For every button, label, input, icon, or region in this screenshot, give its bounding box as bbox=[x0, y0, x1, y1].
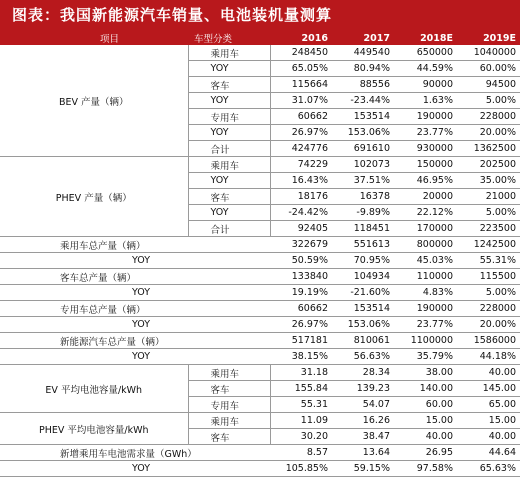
value-2016: 133840 bbox=[270, 269, 332, 285]
value-2016: 16.43% bbox=[270, 173, 332, 189]
vehicle-type: YOY bbox=[188, 93, 270, 109]
value-2016: 30.20 bbox=[270, 429, 332, 445]
value-2017: 810061 bbox=[332, 333, 394, 349]
value-2016: 248450 bbox=[270, 45, 332, 61]
value-2017: 37.51% bbox=[332, 173, 394, 189]
value-2016: 60662 bbox=[270, 301, 332, 317]
vehicle-type: 客车 bbox=[188, 189, 270, 205]
value-2019e: 1242500 bbox=[457, 237, 520, 253]
value-2018e: 170000 bbox=[394, 221, 457, 237]
vehicle-type: 专用车 bbox=[188, 109, 270, 125]
ev-cap-group-label: EV 平均电池容量/kWh bbox=[0, 365, 188, 413]
value-2018e: 800000 bbox=[394, 237, 457, 253]
value-2018e: 190000 bbox=[394, 109, 457, 125]
table-row bbox=[0, 317, 520, 333]
row-label: YOY bbox=[0, 285, 270, 301]
header-item: 项目 bbox=[0, 31, 188, 45]
value-2019e: 145.00 bbox=[457, 381, 520, 397]
value-2017: 551613 bbox=[332, 237, 394, 253]
value-2016: 517181 bbox=[270, 333, 332, 349]
chart-title: 图表：我国新能源汽车销量、电池装机量测算 bbox=[0, 0, 520, 31]
table-row bbox=[0, 237, 520, 253]
value-2016: 31.18 bbox=[270, 365, 332, 381]
value-2017: 449540 bbox=[332, 45, 394, 61]
value-2016: -24.42% bbox=[270, 205, 332, 221]
value-2017: 28.34 bbox=[332, 365, 394, 381]
vehicle-type: YOY bbox=[188, 205, 270, 221]
value-2017: 153.06% bbox=[332, 125, 394, 141]
value-2017: -9.89% bbox=[332, 205, 394, 221]
table-row bbox=[0, 413, 520, 429]
value-2017: 153.06% bbox=[332, 317, 394, 333]
row-label: YOY bbox=[0, 317, 270, 333]
row-label: 专用车总产量（辆） bbox=[0, 301, 270, 317]
vehicle-type: 客车 bbox=[188, 429, 270, 445]
value-2019e: 5.00% bbox=[457, 93, 520, 109]
value-2019e: 65.00 bbox=[457, 397, 520, 413]
value-2016: 8.57 bbox=[270, 445, 332, 461]
value-2016: 74229 bbox=[270, 157, 332, 173]
vehicle-type: 乘用车 bbox=[188, 365, 270, 381]
row-label: YOY bbox=[0, 461, 270, 477]
header-2019e: 2019E bbox=[457, 31, 520, 45]
value-2016: 26.97% bbox=[270, 317, 332, 333]
value-2018e: 38.00 bbox=[394, 365, 457, 381]
value-2019e: 40.00 bbox=[457, 429, 520, 445]
value-2018e: 4.83% bbox=[394, 285, 457, 301]
value-2019e: 94500 bbox=[457, 77, 520, 93]
value-2016: 322679 bbox=[270, 237, 332, 253]
value-2016: 65.05% bbox=[270, 61, 332, 77]
vehicle-type: YOY bbox=[188, 61, 270, 77]
value-2017: 13.64 bbox=[332, 445, 394, 461]
row-label: YOY bbox=[0, 349, 270, 365]
phev-cap-group-label: PHEV 平均电池容量/kWh bbox=[0, 413, 188, 445]
value-2019e: 5.00% bbox=[457, 205, 520, 221]
value-2016: 19.19% bbox=[270, 285, 332, 301]
value-2019e: 228000 bbox=[457, 301, 520, 317]
value-2016: 50.59% bbox=[270, 253, 332, 269]
value-2017: 153514 bbox=[332, 301, 394, 317]
value-2017: -23.44% bbox=[332, 93, 394, 109]
value-2018e: 44.59% bbox=[394, 61, 457, 77]
value-2019e: 15.00 bbox=[457, 413, 520, 429]
table-row bbox=[0, 45, 520, 61]
value-2018e: 45.03% bbox=[394, 253, 457, 269]
value-2017: 102073 bbox=[332, 157, 394, 173]
value-2016: 31.07% bbox=[270, 93, 332, 109]
value-2019e: 20.00% bbox=[457, 125, 520, 141]
header-2017: 2017 bbox=[332, 31, 394, 45]
value-2016: 92405 bbox=[270, 221, 332, 237]
value-2017: 59.15% bbox=[332, 461, 394, 477]
table-row bbox=[0, 445, 520, 461]
table-row bbox=[0, 461, 520, 477]
phev-group-label: PHEV 产量（辆） bbox=[0, 157, 188, 237]
value-2018e: 35.79% bbox=[394, 349, 457, 365]
value-2017: 118451 bbox=[332, 221, 394, 237]
header-2018e: 2018E bbox=[394, 31, 457, 45]
value-2019e: 202500 bbox=[457, 157, 520, 173]
vehicle-type: YOY bbox=[188, 125, 270, 141]
value-2019e: 55.31% bbox=[457, 253, 520, 269]
value-2019e: 44.18% bbox=[457, 349, 520, 365]
vehicle-type: 客车 bbox=[188, 77, 270, 93]
value-2017: 56.63% bbox=[332, 349, 394, 365]
value-2018e: 650000 bbox=[394, 45, 457, 61]
value-2018e: 1.63% bbox=[394, 93, 457, 109]
value-2019e: 65.63% bbox=[457, 461, 520, 477]
value-2019e: 115500 bbox=[457, 269, 520, 285]
value-2018e: 150000 bbox=[394, 157, 457, 173]
vehicle-type: 客车 bbox=[188, 381, 270, 397]
value-2019e: 20.00% bbox=[457, 317, 520, 333]
table-row bbox=[0, 157, 520, 173]
table-row bbox=[0, 253, 520, 269]
value-2019e: 40.00 bbox=[457, 365, 520, 381]
value-2018e: 930000 bbox=[394, 141, 457, 157]
value-2018e: 140.00 bbox=[394, 381, 457, 397]
value-2019e: 21000 bbox=[457, 189, 520, 205]
value-2019e: 228000 bbox=[457, 109, 520, 125]
value-2019e: 5.00% bbox=[457, 285, 520, 301]
value-2019e: 44.64 bbox=[457, 445, 520, 461]
vehicle-type: 乘用车 bbox=[188, 157, 270, 173]
value-2016: 26.97% bbox=[270, 125, 332, 141]
value-2018e: 110000 bbox=[394, 269, 457, 285]
value-2018e: 23.77% bbox=[394, 317, 457, 333]
value-2016: 424776 bbox=[270, 141, 332, 157]
value-2016: 115664 bbox=[270, 77, 332, 93]
value-2019e: 223500 bbox=[457, 221, 520, 237]
value-2017: -21.60% bbox=[332, 285, 394, 301]
value-2018e: 1100000 bbox=[394, 333, 457, 349]
bev-group-label: BEV 产量（辆） bbox=[0, 45, 188, 157]
table-row bbox=[0, 365, 520, 381]
value-2017: 691610 bbox=[332, 141, 394, 157]
value-2019e: 60.00% bbox=[457, 61, 520, 77]
data-table bbox=[0, 31, 520, 477]
table-row bbox=[0, 301, 520, 317]
row-label: 乘用车总产量（辆） bbox=[0, 237, 270, 253]
value-2016: 105.85% bbox=[270, 461, 332, 477]
value-2016: 38.15% bbox=[270, 349, 332, 365]
value-2018e: 190000 bbox=[394, 301, 457, 317]
value-2017: 70.95% bbox=[332, 253, 394, 269]
value-2018e: 90000 bbox=[394, 77, 457, 93]
table-row bbox=[0, 285, 520, 301]
value-2019e: 1586000 bbox=[457, 333, 520, 349]
value-2018e: 60.00 bbox=[394, 397, 457, 413]
value-2018e: 26.95 bbox=[394, 445, 457, 461]
value-2017: 80.94% bbox=[332, 61, 394, 77]
value-2017: 88556 bbox=[332, 77, 394, 93]
value-2016: 155.84 bbox=[270, 381, 332, 397]
value-2017: 38.47 bbox=[332, 429, 394, 445]
value-2019e: 1362500 bbox=[457, 141, 520, 157]
header-2016: 2016 bbox=[270, 31, 332, 45]
value-2018e: 40.00 bbox=[394, 429, 457, 445]
value-2017: 16.26 bbox=[332, 413, 394, 429]
row-label: 新增乘用车电池需求量（GWh） bbox=[0, 445, 270, 461]
table-row bbox=[0, 349, 520, 365]
value-2016: 60662 bbox=[270, 109, 332, 125]
value-2018e: 20000 bbox=[394, 189, 457, 205]
value-2018e: 23.77% bbox=[394, 125, 457, 141]
vehicle-type: 乘用车 bbox=[188, 413, 270, 429]
value-2016: 18176 bbox=[270, 189, 332, 205]
value-2017: 153514 bbox=[332, 109, 394, 125]
vehicle-type: 乘用车 bbox=[188, 45, 270, 61]
value-2019e: 1040000 bbox=[457, 45, 520, 61]
value-2017: 16378 bbox=[332, 189, 394, 205]
vehicle-type: 专用车 bbox=[188, 397, 270, 413]
value-2018e: 22.12% bbox=[394, 205, 457, 221]
value-2016: 11.09 bbox=[270, 413, 332, 429]
row-label: 客车总产量（辆） bbox=[0, 269, 270, 285]
header-row bbox=[0, 31, 520, 45]
table-row bbox=[0, 269, 520, 285]
row-label: YOY bbox=[0, 253, 270, 269]
row-label: 新能源汽车总产量（辆） bbox=[0, 333, 270, 349]
vehicle-type: 合计 bbox=[188, 221, 270, 237]
value-2017: 54.07 bbox=[332, 397, 394, 413]
value-2019e: 35.00% bbox=[457, 173, 520, 189]
value-2017: 139.23 bbox=[332, 381, 394, 397]
value-2018e: 15.00 bbox=[394, 413, 457, 429]
value-2018e: 97.58% bbox=[394, 461, 457, 477]
value-2018e: 46.95% bbox=[394, 173, 457, 189]
value-2016: 55.31 bbox=[270, 397, 332, 413]
vehicle-type: YOY bbox=[188, 173, 270, 189]
value-2017: 104934 bbox=[332, 269, 394, 285]
table-row bbox=[0, 333, 520, 349]
vehicle-type: 合计 bbox=[188, 141, 270, 157]
header-type: 车型分类 bbox=[188, 31, 270, 45]
